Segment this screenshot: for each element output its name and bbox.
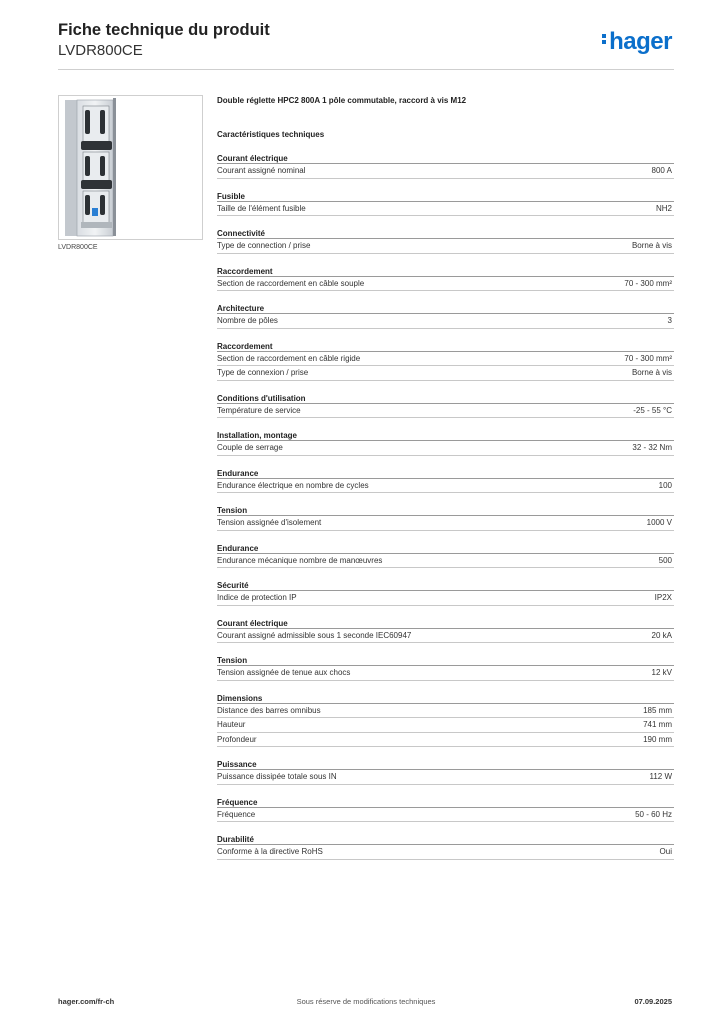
spec-value: 100 (658, 480, 672, 490)
spec-value: 1000 V (646, 518, 672, 527)
spec-row (217, 591, 674, 606)
product-description: Double réglette HPC2 800A 1 pôle commutable, raccord à vis M12 (217, 96, 467, 105)
spec-group-title: Architecture (217, 303, 674, 314)
hager-logo (602, 28, 672, 56)
spec-value: 50 - 60 Hz (635, 809, 672, 819)
spec-group-title: Raccordement (217, 341, 674, 352)
spec-value: 741 mm (643, 720, 672, 729)
spec-label: Hauteur (217, 720, 246, 729)
spec-group-title: Durabilité (217, 834, 674, 845)
spec-label: Fréquence (217, 809, 256, 819)
spec-value: 3 (667, 316, 672, 325)
spec-row (217, 704, 674, 719)
spec-group (217, 655, 674, 681)
spec-group (217, 505, 674, 531)
spec-value: 32 - 32 Nm (632, 443, 672, 452)
spec-label: Taille de l'élément fusible (217, 203, 306, 213)
spec-row (217, 666, 674, 681)
spec-row (217, 404, 674, 419)
spec-value: 70 - 300 mm² (624, 278, 672, 288)
spec-value: Borne à vis (631, 241, 672, 250)
spec-label: Indice de protection IP (217, 593, 297, 602)
spec-row (217, 718, 674, 733)
product-reference: LVDR800CE (58, 42, 143, 59)
spec-row (217, 845, 674, 860)
spec-row (217, 441, 674, 456)
spec-group (217, 468, 674, 494)
spec-group (217, 191, 674, 217)
spec-row (217, 352, 674, 367)
spec-label: Section de raccordement en câble rigide (217, 353, 361, 363)
spec-label: Type de connection / prise (217, 241, 311, 250)
spec-label: Type de connexion / prise (217, 368, 309, 377)
spec-group (217, 153, 674, 179)
spec-group (217, 341, 674, 381)
spec-value: Oui (659, 847, 672, 856)
spec-row (217, 277, 674, 292)
spec-group (217, 580, 674, 606)
spec-group (217, 393, 674, 419)
spec-row (217, 164, 674, 179)
spec-label: Profondeur (217, 734, 257, 744)
spec-label: Température de service (217, 405, 301, 415)
spec-label: Puissance dissipée totale sous IN (217, 772, 337, 781)
spec-group-title: Dimensions (217, 693, 674, 704)
spec-label: Nombre de pôles (217, 316, 278, 325)
spec-label: Conforme à la directive RoHS (217, 847, 323, 856)
page-header (58, 20, 674, 70)
spec-label: Courant assigné nominal (217, 166, 306, 175)
logo-dots-icon (602, 32, 607, 46)
spec-label: Section de raccordement en câble souple (217, 278, 365, 288)
spec-group (217, 759, 674, 785)
spec-label: Endurance électrique en nombre de cycles (217, 480, 369, 490)
spec-group (217, 228, 674, 254)
spec-group (217, 797, 674, 823)
footer-date: 07.09.2025 (634, 997, 672, 1006)
spec-group-title: Installation, montage (217, 430, 674, 441)
logo-text: hager (609, 28, 672, 55)
datasheet-content (217, 96, 674, 860)
spec-row (217, 733, 674, 748)
image-caption: LVDR800CE (58, 244, 98, 251)
spec-value: IP2X (654, 593, 672, 602)
product-image (58, 95, 203, 240)
spec-group-title: Sécurité (217, 580, 674, 591)
spec-value: 70 - 300 mm² (624, 353, 672, 363)
spec-value: 20 kA (651, 630, 672, 640)
spec-label: Endurance mécanique nombre de manœuvres (217, 555, 383, 565)
spec-group-title: Fusible (217, 191, 674, 202)
spec-row (217, 202, 674, 217)
spec-label: Tension assignée d'isolement (217, 518, 322, 527)
spec-group-title: Tension (217, 505, 674, 516)
spec-group (217, 543, 674, 569)
spec-group-title: Raccordement (217, 266, 674, 277)
spec-row (217, 554, 674, 569)
spec-group-title: Endurance (217, 468, 674, 479)
section-title: Caractéristiques techniques (217, 130, 325, 139)
spec-row (217, 770, 674, 785)
fuse-switch-illustration-icon (59, 96, 202, 239)
spec-row (217, 314, 674, 329)
spec-group-title: Tension (217, 655, 674, 666)
spec-label: Courant assigné admissible sous 1 seconde IEC60947 (217, 630, 412, 640)
spec-group-title: Puissance (217, 759, 674, 770)
spec-value: Borne à vis (631, 368, 672, 377)
footer-website-link[interactable]: hager.com/fr-ch (58, 997, 115, 1006)
spec-value: NH2 (655, 203, 672, 213)
page-title: Fiche technique du produit (58, 21, 270, 39)
spec-label: Couple de serrage (217, 443, 283, 452)
spec-group-title: Endurance (217, 543, 674, 554)
spec-value: 800 A (651, 166, 672, 175)
spec-value: 185 mm (643, 705, 672, 715)
spec-group-title: Courant électrique (217, 618, 674, 629)
spec-group (217, 693, 674, 748)
spec-group-title: Connectivité (217, 228, 674, 239)
footer-notice: Sous réserve de modifications techniques (296, 997, 436, 1006)
spec-row (217, 808, 674, 823)
spec-row (217, 366, 674, 381)
spec-group (217, 618, 674, 644)
spec-label: Tension assignée de tenue aux chocs (217, 668, 351, 677)
spec-row (217, 516, 674, 531)
spec-value: 12 kV (651, 668, 672, 677)
spec-value: -25 - 55 °C (633, 405, 672, 415)
spec-value: 190 mm (643, 734, 672, 744)
spec-label: Distance des barres omnibus (217, 705, 321, 715)
spec-row (217, 239, 674, 254)
spec-group-title: Conditions d'utilisation (217, 393, 674, 404)
spec-row (217, 479, 674, 494)
spec-group (217, 266, 674, 292)
spec-group (217, 303, 674, 329)
spec-row (217, 629, 674, 644)
spec-group-title: Fréquence (217, 797, 674, 808)
spec-group (217, 834, 674, 860)
spec-group-title: Courant électrique (217, 153, 674, 164)
spec-value: 112 W (649, 772, 672, 781)
spec-groups (217, 153, 674, 860)
spec-value: 500 (658, 555, 672, 565)
spec-group (217, 430, 674, 456)
